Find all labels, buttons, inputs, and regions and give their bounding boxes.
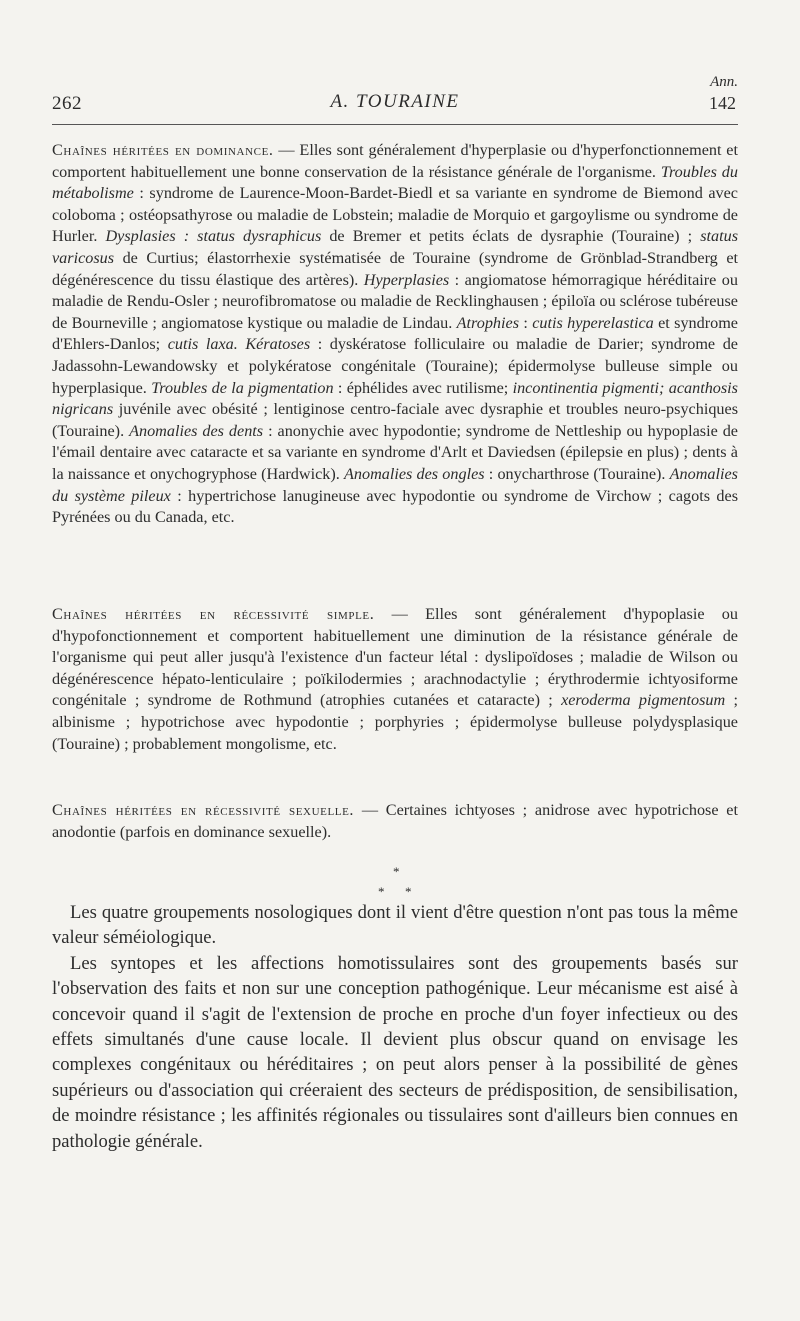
italic-term: xeroderma pigmentosum <box>561 691 726 710</box>
paragraph-dominance <box>52 140 738 529</box>
section-heading: Chaînes héritées en récessivité sexuelle. <box>52 801 355 819</box>
section-recessive-simple <box>52 604 738 755</box>
paragraph-recessive-simple <box>52 604 738 755</box>
asterisk: * <box>405 884 412 899</box>
text-run: de Bremer et petits éclats de dysraphie (Touraine) ; <box>321 227 701 246</box>
header-rule <box>52 124 738 125</box>
italic-term: incontinentia pigmenti; acanthosis nigricans <box>52 378 738 419</box>
text-run: : anonychie avec hypodontie; syndrome de Nettleship ou hypoplasie de l'émail dentaire avec cataracte et sa variante en syndrome d'Arlt et Daviedsen (épilepsie en plus) ; dents à la naissance et onychogryphose (Hardwick). <box>52 421 738 483</box>
asterisk: * <box>393 864 400 879</box>
text-run: : syndrome de Laurence-Moon-Bardet-Biedl et sa variante en syndrome de Biemond avec coloboma ; ostéopsathyrose ou maladie de Lobstein; maladie de Morquio et gargoylisme ou syndrome de Hurler. <box>52 184 738 246</box>
italic-term: Troubles de la pigmentation <box>151 378 334 397</box>
italic-term: Anomalies des ongles <box>344 464 485 483</box>
running-header <box>52 66 738 122</box>
italic-term: cutis laxa. Kératoses <box>167 335 311 354</box>
asterisk: * <box>378 884 385 899</box>
italic-term: Troubles du métabolisme <box>52 162 738 203</box>
paragraph-recessive-sexual <box>52 800 738 843</box>
section-heading: Chaînes héritées en dominance. <box>52 141 274 159</box>
annotation-number: 142 <box>709 93 736 113</box>
text-run: de Curtius; élastorrhexie systématisée de Touraine (syndrome de Grönblad-Strandberg et dégénérescence du tissu élastique des artères). <box>52 248 738 289</box>
text-run: et syndrome d'Ehlers-Danlos; <box>52 313 738 354</box>
italic-term: status varicosus <box>52 227 739 267</box>
body-paragraph-2: Les syntopes et les affections homotissulaires sont des groupements basés sur l'observation des faits et non sur une conception pathogénique. Leur mécanisme est aisé à concevoir quand il s'agit de l'extension de proche en proche d'un foyer infectieux ou des effets simultanés d'une cause locale. Il devient plus obscur quand on envisage les complexes congénitaux ou héréditaires ; on peut alors penser à la possibilité de gènes supérieurs ou d'association qui créeraient des secteurs de prédisposition, de sensibilisation, de moindre résistance ; les affinités régionales ou tissulaires sont d'ailleurs bien connues en pathologie générale. <box>52 952 738 1152</box>
text-run: — Certaines ichtyoses ; anidrose avec hypotrichose et anodontie (parfois en dominance sexuelle). <box>52 801 738 841</box>
section-heading: Chaînes héritées en récessivité simple. <box>52 605 375 623</box>
text-run: : éphélides avec rutilisme; <box>333 378 513 397</box>
body-paragraph-1: Les quatre groupements nosologiques dont il vient d'être question n'ont pas tous la même valeur séméiologique. <box>52 902 738 949</box>
italic-term: Anomalies du système pileux <box>52 464 738 505</box>
italic-term: cutis hyperelastica <box>532 313 654 332</box>
text-run: : hypertrichose lanugineuse avec hypodontie ou syndrome de Virchow ; cagots des Pyrénées ou du Canada, etc. <box>52 486 738 527</box>
text-run: — Elles sont généralement d'hypoplasie ou d'hypofonctionnement et comportent habituellement une diminution de la résistance générale de l'organisme qui peut aller jusqu'à l'existence d'un facteur létal : dyslipoïdoses ; maladie de Wilson ou dégénérescence hépato-lenticulaire ; poïkilodermies ; arachnodactylie ; érythrodermie ichtyosiforme congénitale ; syndrome de Rothmund (atrophies cutanées et cataracte) ; <box>52 605 738 710</box>
italic-term: Hyperplasies <box>363 270 450 289</box>
asterism-separator <box>0 850 800 900</box>
annotation-label: Ann. <box>710 74 738 90</box>
italic-term: Dysplasies : status dysraphicus <box>105 227 322 246</box>
main-body-text <box>52 900 738 1154</box>
text-run: juvénile avec obésité ; lentiginose centro-faciale avec dysraphie et troubles neuro-psychiques (Touraine). <box>52 400 738 440</box>
text-run: — Elles sont généralement d'hyperplasie ou d'hyperfonctionnement et comportent habituellement une bonne conservation de la résistance générale de l'organisme. <box>52 141 738 181</box>
section-dominance <box>52 140 738 529</box>
running-title: A. TOURAINE <box>330 91 460 112</box>
italic-term: Anomalies des dents <box>129 421 264 440</box>
text-run: : angiomatose hémorragique héréditaire ou maladie de Rendu-Osler ; neurofibromatose ou maladie de Recklinghausen ; épiloïa ou sclérose tubéreuse de Bourneville ; angiomatose kystique ou maladie de Lindau. <box>52 270 738 332</box>
text-run: : <box>519 313 533 332</box>
text-run: : dyskératose folliculaire ou maladie de Darier; syndrome de Jadassohn-Lewandowsky et polykératose congénitale (Touraine); épidermolyse bulleuse simple ou hyperplasique. <box>52 335 738 397</box>
section-recessive-sexual <box>52 800 738 843</box>
page-number: 262 <box>52 93 82 114</box>
italic-term: Atrophies <box>456 313 520 332</box>
text-run: ; albinisme ; hypotrichose avec hypodontie ; porphyries ; épidermolyse bulleuse polydysplasique (Touraine) ; probablement mongolisme, etc. <box>52 691 739 753</box>
text-run: : onycharthrose (Touraine). <box>484 464 670 483</box>
